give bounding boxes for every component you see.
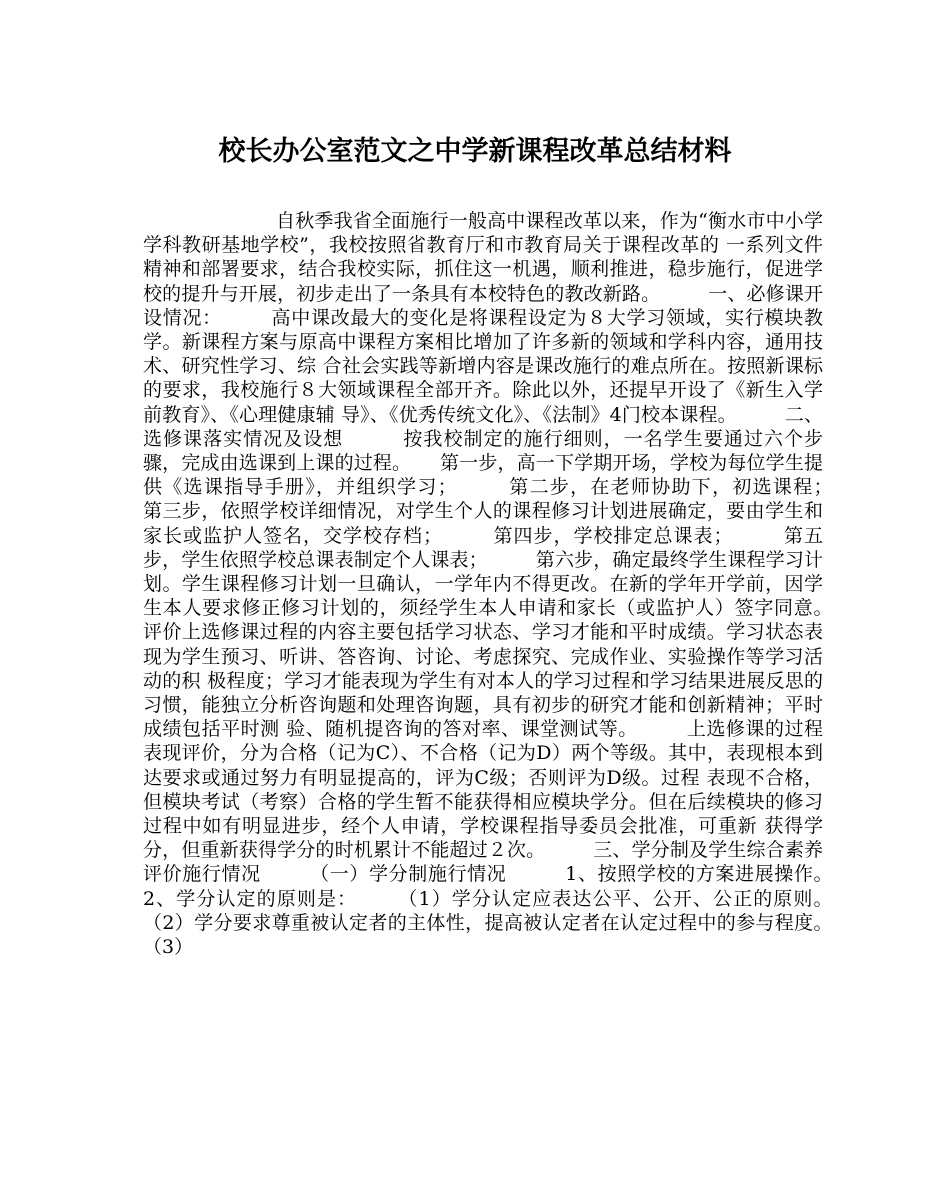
- document-body-paragraph: 自秋季我省全面施行一般高中课程改革以来，作为“衡水市中小学学科教研基地学校”，我校按照省教育厅和市教育局关于课程改革的 一系列文件精神和部署要求，结合我校实际，抓住这一机遇，顺利推进，稳步施行，促进学校的提升与开展，初步走出了一条具有本校特色的教改新路。 一、必修课开设情况： 高中课改最大的变化是将课程设定为８大学习领域，实行模块教学。新课程方案与原高中课程方案相比增加了许多新的领域和学科内容，通用技术、研究性学习、综 合社会实践等新增内容是课改施行的难点所在。按照新课标的要求，我校施行８大领域课程全部开齐。除此以外，还提早开设了《新生入学前教育》、《心理健康辅 导》、《优秀传统文化》、《法制》4门校本课程。 二、选修课落实情况及设想 按我校制定的施行细则，一名学生要通过六个步骤，完成由选课到上课的过程。 第一步，高一下学期开场，学校为每位学生提供《选课指导手册》，并组织学习； 第二步，在老师协助下，初选课程； 第三步，依照学校详细情况，对学生个人的课程修习计划进展确定，要由学生和家长或监护人签名，交学校存档； 第四步，学校排定总课表； 第五步，学生依照学校总课表制定个人课表； 第六步，确定最终学生课程学习计划。学生课程修习计划一旦确认，一学年内不得更改。在新的学年开学前，因学生本人要求修正修习计划的，须经学生本人申请和家长（或监护人）签字同意。 评价上选修课过程的内容主要包括学习状态、学习才能和平时成绩。学习状态表现为学生预习、听讲、答咨询、讨论、考虑探究、完成作业、实验操作等学习活动的积 极程度；学习才能表现为学生有对本人的学习过程和学习结果进展反思的习惯，能独立分析咨询题和处理咨询题，具有初步的研究才能和创新精神；平时成绩包括平时测 验、随机提咨询的答对率、课堂测试等。 上选修课的过程表现评价，分为合格（记为C）、不合格（记为D）两个等级。其中，表现根本到达要求或通过努力有明显提高的，评为C级；否则评为D级。过程 表现不合格，但模块考试（考察）合格的学生暂不能获得相应模块学分。但在后续模块的修习过程中如有明显进步，经个人申请，学校课程指导委员会批准，可重新 获得学分，但重新获得学分的时机累计不能超过２次。 三、学分制及学生综合素养评价施行情况 （一）学分制施行情况 1、按照学校的方案进展操作。 2、学分认定的原则是： （1）学分认定应表达公平、公开、公正的原则。 （2）学分要求尊重被认定者的主体性，提高被认定者在认定过程中的参与程度。 （3）: [143, 210, 881, 959]
- document-title: 校长办公室范文之中学新课程改革总结材料: [218, 136, 732, 167]
